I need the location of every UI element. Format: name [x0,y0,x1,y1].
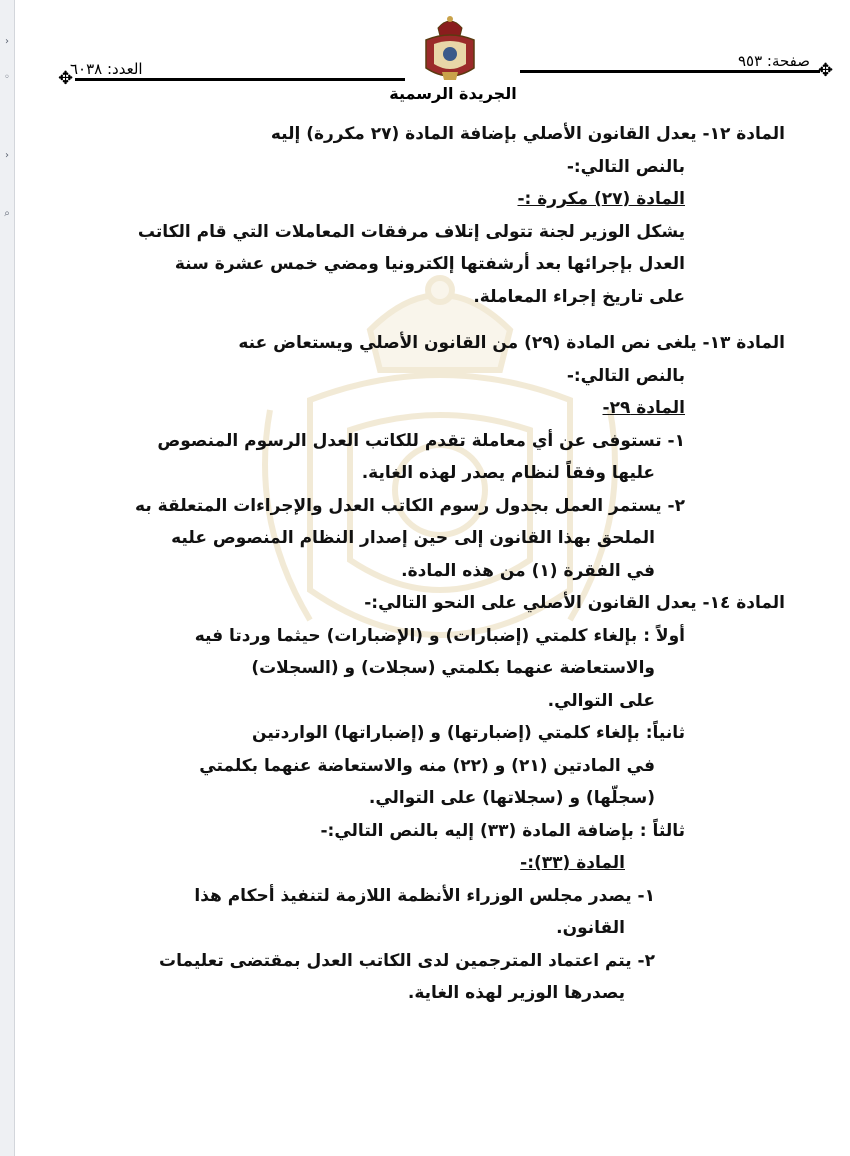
paragraph-line: على تاريخ إجراء المعاملة. [473,286,685,307]
page-number: صفحة: ٩٥٣ [737,52,810,70]
header-rule-left [75,78,405,81]
list-item: ثانياً: بإلغاء كلمتي (إضبارتها) و (إضباراتها) الواردتين [252,723,685,743]
article-12-line: بالنص التالي:- [566,156,685,177]
list-item: ٢- يتم اعتماد المترجمين لدى الكاتب العدل بمقتضى تعليمات [159,950,655,971]
list-item-continuation: القانون. [556,918,625,938]
article-13-line: بالنص التالي:- [566,365,685,386]
article-heading: المادة (٢٧) مكررة :- [517,189,685,209]
list-item: ثالثاً : بإضافة المادة (٣٣) إليه بالنص التالي:- [320,820,685,841]
ornament-icon: ✥ [818,60,834,81]
chevron-icon[interactable]: › [5,150,9,161]
list-item-continuation: والاستعاضة عنهما بكلمتي (سجلات) و (السجلات) [251,658,655,678]
article-12-line: المادة ١٢- يعدل القانون الأصلي بإضافة المادة (٢٧ مكررة) إليه [270,124,785,144]
paragraph-line: العدل بإجرائها بعد أرشفتها إلكترونيا ومضي خمس عشرة سنة [174,254,685,274]
gazette-header [50,0,840,115]
ornament-icon: ✥ [58,68,74,89]
info-icon[interactable]: ◦ [4,72,10,83]
list-item-continuation: على التوالي. [547,690,655,711]
list-item-continuation: (سجلّها) و (سجلاتها) على التوالي. [368,788,655,808]
list-item: أولاً : بإلغاء كلمتي (إضبارات) و (الإضبارات) حيثما وردتا فيه [194,625,685,646]
list-item-continuation: في المادتين (٢١) و (٢٢) منه والاستعاضة عنهما بكلمتي [199,755,655,776]
gazette-title: الجريدة الرسمية [389,84,517,103]
search-icon[interactable]: ⌕ [4,208,10,219]
issue-number: العدد: ٦٠٣٨ [70,60,143,78]
list-item: ١- تستوفى عن أي معاملة تقدم للكاتب العدل الرسوم المنصوص [157,430,685,451]
paragraph-line: يشكل الوزير لجنة تتولى إتلاف مرفقات المعاملات التي قام الكاتب [137,221,685,242]
article-heading: المادة (٣٣):- [520,853,625,873]
list-item: ١- يصدر مجلس الوزراء الأنظمة اللازمة لتنفيذ أحكام هذا [194,885,655,906]
coat-of-arms-icon [420,12,480,84]
header-rule-right [520,70,820,73]
document-body [110,118,785,1010]
list-item-continuation: في الفقرة (١) من هذه المادة. [401,560,655,581]
chevron-icon[interactable]: › [5,36,9,47]
viewer-side-toolbar [0,0,15,1156]
list-item: ٢- يستمر العمل بجدول رسوم الكاتب العدل والإجراءات المتعلقة به [135,495,685,516]
article-13-line: المادة ١٣- يلغى نص المادة (٢٩) من القانون الأصلي ويستعاض عنه [238,333,785,353]
article-14-line: المادة ١٤- يعدل القانون الأصلي على النحو التالي:- [364,593,785,613]
list-item-continuation: عليها وفقاً لنظام يصدر لهذه الغاية. [361,463,655,483]
article-heading: المادة ٢٩- [602,398,685,418]
list-item-continuation: يصدرها الوزير لهذه الغاية. [407,983,625,1003]
list-item-continuation: الملحق بهذا القانون إلى حين إصدار النظام المنصوص عليه [171,528,655,548]
